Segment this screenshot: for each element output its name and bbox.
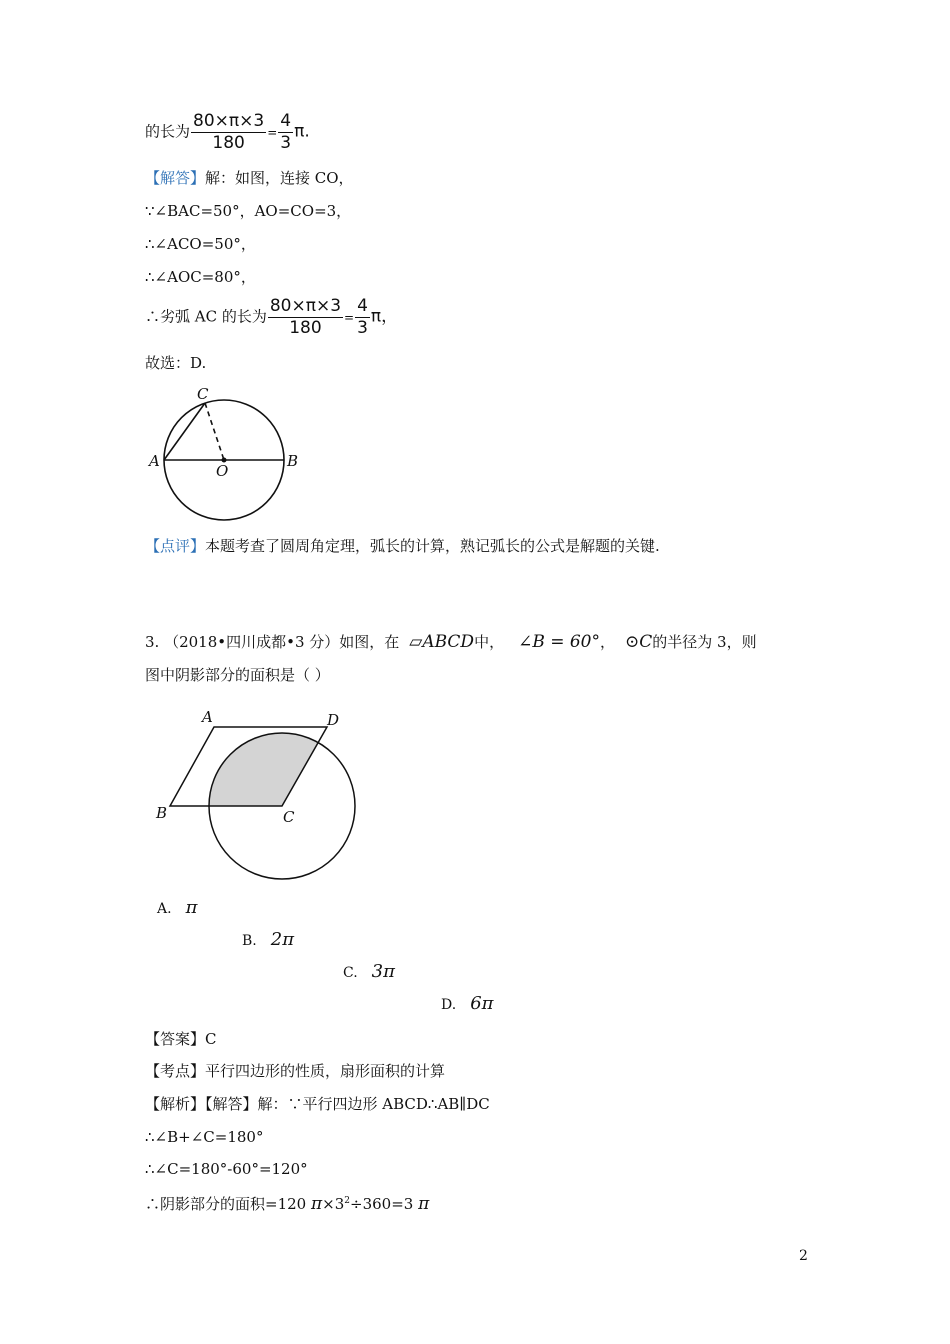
comment-tag: 【点评】 <box>145 537 206 555</box>
angle-b-expression: ∠B = 60° <box>518 632 600 652</box>
solution-choice: 故选：D. <box>145 354 207 372</box>
option-b: B. 2π <box>242 929 295 950</box>
radius-co <box>205 403 224 460</box>
option-c: C. 3π <box>343 961 395 982</box>
solution-line-3: ∴∠ACO=50°， <box>145 235 256 253</box>
fraction-result: $\frac{4}{3}$ <box>280 111 292 153</box>
analysis-line-2: ∴∠B+∠C=180° <box>145 1128 264 1146</box>
label-a: A <box>202 708 213 726</box>
answer-line: 【答案】C <box>145 1030 217 1048</box>
fraction-arc-result: $\frac{4}{3}$ <box>357 296 368 338</box>
solution-tag: 【解答】 <box>145 169 206 187</box>
chord-ac <box>164 403 205 460</box>
label-b: B <box>156 804 168 822</box>
circle-c-symbol: ⊙C <box>625 632 653 652</box>
analysis-line-1: 【解析】【解答】解：∵平行四边形 ABCD∴AB∥DC <box>145 1095 490 1113</box>
analysis-line-4: ∴阴影部分的面积=120 $\pi\times 3^2\div 360=3$ π <box>145 1194 430 1214</box>
solution-line-1: 【解答】解：如图，连接 CO， <box>145 169 354 187</box>
shaded-sector <box>170 727 327 806</box>
option-d: D. 6π <box>441 993 494 1014</box>
fraction-arc-length: $\frac{80\times\pi\times 3}{180}$ <box>193 111 265 153</box>
label-d: D <box>327 711 340 729</box>
page-number: 2 <box>799 1248 808 1264</box>
label-b: B <box>287 452 299 470</box>
analysis-line-3: ∴∠C=180°-60°=120° <box>145 1160 308 1178</box>
option-a: A. π <box>157 897 198 918</box>
fraction-arc-ac: $\frac{80\times\pi\times 3}{180}$ <box>269 296 342 338</box>
solution-line-2: ∵∠BAC=50°，AO=CO=3， <box>145 202 352 220</box>
label-c: C <box>197 385 209 403</box>
parallelogram-symbol: ▱ABCD <box>409 632 475 652</box>
label-a: A <box>149 452 160 470</box>
keypoint-line: 【考点】平行四边形的性质，扇形面积的计算 <box>145 1062 446 1080</box>
arc-length-intro: 的长为 $\frac{80\times\pi\times 3}{180}$ = $\frac{4}{3}$ π. <box>145 111 310 153</box>
label-o: O <box>216 462 229 480</box>
label-c: C <box>283 808 295 826</box>
solution-line-5: ∴劣弧 AC 的长为 $\frac{80\times\pi\times 3}{180}$ = $\frac{4}{3}$ π， <box>145 296 399 338</box>
question-3-line-2: 图中阴影部分的面积是（ ） <box>145 666 330 684</box>
comment-line: 【点评】本题考查了圆周角定理，弧长的计算，熟记弧长的公式是解题的关键. <box>145 537 660 555</box>
question-3-stem: 3. （2018•四川成都•3 分）如图，在 ▱ABCD中， ∠B = 60°， ⊙C的半径为 3，则 <box>145 632 757 652</box>
circle-diagram <box>140 380 310 530</box>
parallelogram-diagram <box>150 700 370 890</box>
solution-line-4: ∴∠AOC=80°， <box>145 268 256 286</box>
